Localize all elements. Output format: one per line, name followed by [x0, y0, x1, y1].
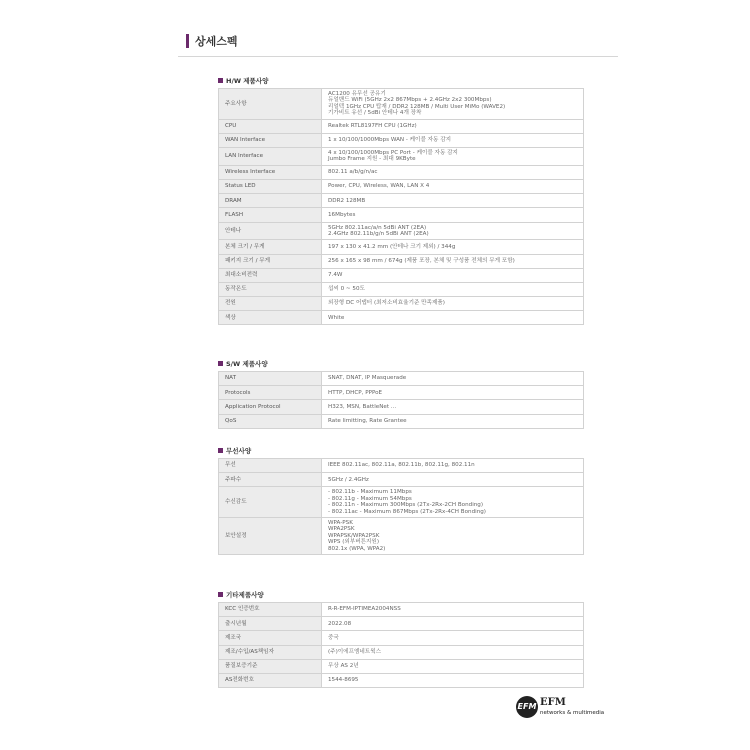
spec-value [322, 165, 584, 179]
table-row [219, 473, 584, 487]
spec-label: 수신감도 [219, 487, 322, 518]
spec-value-line: 중국 [328, 634, 339, 641]
table-row [219, 517, 584, 554]
table-row [219, 147, 584, 165]
spec-value-line: 16Mbytes [328, 211, 356, 218]
spec-table [218, 602, 584, 688]
spec-value-line: 256 x 165 x 98 mm / 674g (제품 포장, 본체 및 구성품 전체의 무게 포함) [328, 257, 515, 264]
spec-value [322, 673, 584, 687]
table-row [219, 165, 584, 179]
bullet-icon [218, 592, 223, 597]
spec-value [322, 119, 584, 133]
spec-label: Wireless Interface [219, 165, 322, 179]
spec-table [218, 371, 584, 429]
table-row [219, 659, 584, 673]
spec-value [322, 89, 584, 120]
spec-value [322, 282, 584, 296]
spec-value-line: 802.1x (WPA, WPA2) [328, 545, 386, 552]
spec-label: 동작온도 [219, 282, 322, 296]
spec-value-line: IEEE 802.11ac, 802.11a, 802.11b, 802.11g, 802.11n [328, 462, 475, 469]
spec-value [322, 631, 584, 645]
spec-value [322, 311, 584, 325]
table-row [219, 282, 584, 296]
spec-value-line: WPA-PSK [328, 519, 353, 526]
section-title: 기타제품사양 [218, 588, 584, 602]
spec-value-line: - 802.11n - Maximum 300Mbps (2Tx-2Rx-2CH Bonding) [328, 502, 484, 509]
spec-label: NAT [219, 372, 322, 386]
spec-value-line: - 802.11ac - Maximum 867Mbps (2Tx-2Rx-4CH Bonding) [328, 508, 486, 515]
table-row [219, 311, 584, 325]
spec-value-line: - 802.11b - Maximum 11Mbps [328, 489, 412, 496]
title-accent-bar [186, 34, 189, 48]
table-row [219, 194, 584, 208]
spec-value-line: - 802.11g - Maximum 54Mbps [328, 495, 412, 502]
table-row [219, 414, 584, 428]
spec-value [322, 414, 584, 428]
table-row [219, 119, 584, 133]
spec-label: 안테나 [219, 222, 322, 240]
spec-label: 주파수 [219, 473, 322, 487]
section-title: H/W 제품사양 [218, 74, 584, 88]
spec-value-line: Realtek RTL8197FH CPU (1GHz) [328, 122, 417, 129]
spec-label: 전원 [219, 297, 322, 311]
section-wireless [218, 444, 584, 555]
logo-mark-icon: EFM [516, 696, 538, 718]
table-row [219, 487, 584, 518]
efm-logo [516, 696, 636, 726]
spec-label: AS전화번호 [219, 673, 322, 687]
spec-value [322, 386, 584, 400]
spec-value [322, 222, 584, 240]
spec-label: 무선 [219, 459, 322, 473]
spec-value-line: 7.4W [328, 272, 343, 279]
table-row [219, 603, 584, 617]
spec-value [322, 147, 584, 165]
spec-value [322, 268, 584, 282]
section-title: 무선사양 [218, 444, 584, 458]
spec-value-line: 2.4GHz 802.11b/g/n 5dBi ANT (2EA) [328, 230, 429, 237]
spec-value [322, 659, 584, 673]
spec-label: CPU [219, 119, 322, 133]
logo-brand: EFM [540, 697, 566, 708]
spec-value [322, 400, 584, 414]
spec-value [322, 297, 584, 311]
spec-value-line: SNAT, DNAT, IP Masquerade [328, 375, 407, 382]
spec-value [322, 487, 584, 518]
table-row [219, 386, 584, 400]
spec-value-line: WPA2PSK [328, 526, 355, 533]
spec-value [322, 617, 584, 631]
spec-value-line: WPS (외부버튼지원) [328, 539, 380, 546]
spec-label: 본체 크기 / 무게 [219, 240, 322, 254]
spec-value-line: AC1200 유무선 공유기 [328, 90, 386, 97]
spec-label: 제조/수입/AS책임자 [219, 645, 322, 659]
spec-value-line: WPAPSK/WPA2PSK [328, 532, 380, 539]
spec-value [322, 473, 584, 487]
spec-value-line: 802.11 a/b/g/n/ac [328, 169, 378, 176]
section-title: S/W 제품사양 [218, 357, 584, 371]
spec-value-line: DDR2 128MB [328, 197, 366, 204]
spec-value [322, 194, 584, 208]
table-row [219, 459, 584, 473]
logo-tagline: networks & multimedia [540, 710, 605, 716]
spec-value [322, 459, 584, 473]
spec-label: LAN Interface [219, 147, 322, 165]
page-header [178, 26, 618, 57]
spec-value-line: 1 x 10/100/1000Mbps WAN - 케이블 자동 감지 [328, 137, 452, 144]
spec-value [322, 240, 584, 254]
spec-value-line: HTTP, DHCP, PPPoE [328, 389, 383, 396]
spec-value-line: Power, CPU, Wireless, WAN, LAN X 4 [328, 183, 430, 190]
spec-label: Status LED [219, 179, 322, 193]
table-row [219, 645, 584, 659]
spec-value-line: H323, MSN, BattleNet ... [328, 403, 397, 410]
bullet-icon [218, 448, 223, 453]
spec-label: 패키지 크기 / 무게 [219, 254, 322, 268]
spec-value-line: 듀얼밴드 WiFi (5GHz 2x2 867Mbps + 2.4GHz 2x2 300Mbps) [328, 97, 492, 104]
spec-label: 주요사항 [219, 89, 322, 120]
spec-label: WAN Interface [219, 133, 322, 147]
table-row [219, 631, 584, 645]
spec-value-line: 리얼텍 1GHz CPU 탑재 / DDR2 128MB / Multi User MiMo (WAVE2) [328, 103, 506, 110]
spec-value-line: 5GHz / 2.4GHz [328, 476, 369, 483]
spec-value [322, 179, 584, 193]
spec-value [322, 645, 584, 659]
spec-value [322, 603, 584, 617]
section-hw [218, 74, 584, 325]
spec-label: KCC 인증번호 [219, 603, 322, 617]
section-sw [218, 357, 584, 429]
spec-label: 품질보증기준 [219, 659, 322, 673]
spec-label: FLASH [219, 208, 322, 222]
spec-value-line: White [328, 314, 345, 321]
bullet-icon [218, 78, 223, 83]
spec-label: QoS [219, 414, 322, 428]
spec-value-line: 기가비트 유선 / 5dBi 안테나 4개 장착 [328, 110, 422, 117]
spec-value-line: 197 x 130 x 41.2 mm (안테나 크기 제외) / 344g [328, 243, 456, 250]
spec-value-line: 1544-8695 [328, 677, 359, 684]
spec-value [322, 133, 584, 147]
spec-value-line: 5GHz 802.11ac/a/n 5dBi ANT (2EA) [328, 224, 427, 231]
table-row [219, 372, 584, 386]
spec-value-line: Jumbo Frame 지원 - 최대 9KByte [328, 156, 416, 163]
spec-value-line: 2022.08 [328, 620, 352, 627]
spec-value-line: (주)이에프엠네트웍스 [328, 648, 381, 655]
table-row [219, 240, 584, 254]
spec-value-line: Rate limitting, Rate Grantee [328, 417, 407, 424]
table-row [219, 673, 584, 687]
table-row [219, 297, 584, 311]
spec-value-line: 섭씨 0 ~ 50도 [328, 286, 365, 293]
table-row [219, 222, 584, 240]
spec-label: 출시년월 [219, 617, 322, 631]
spec-label: Application Protocol [219, 400, 322, 414]
spec-value-line: R-R-EFM-IPTIMEA2004NSS [328, 606, 401, 613]
spec-label: DRAM [219, 194, 322, 208]
spec-value-line: 4 x 10/100/1000Mbps PC Port - 케이블 자동 감지 [328, 149, 458, 156]
spec-table [218, 458, 584, 555]
spec-value [322, 254, 584, 268]
spec-value [322, 208, 584, 222]
spec-value [322, 517, 584, 554]
table-row [219, 208, 584, 222]
spec-label: 색상 [219, 311, 322, 325]
section-etc [218, 588, 584, 688]
table-row [219, 179, 584, 193]
table-row [219, 133, 584, 147]
bullet-icon [218, 361, 223, 366]
spec-value-line: 외장형 DC 어댑터 (최저소비효율기준 만족제품) [328, 300, 445, 307]
spec-label: 제조국 [219, 631, 322, 645]
spec-label: 보안설정 [219, 517, 322, 554]
spec-value [322, 372, 584, 386]
table-row [219, 617, 584, 631]
table-row [219, 268, 584, 282]
spec-table [218, 88, 584, 325]
table-row [219, 89, 584, 120]
table-row [219, 254, 584, 268]
spec-label: 최대소비전력 [219, 268, 322, 282]
spec-value-line: 무상 AS 2년 [328, 663, 359, 670]
table-row [219, 400, 584, 414]
spec-label: Protocols [219, 386, 322, 400]
page-title: 상세스펙 [195, 35, 238, 48]
